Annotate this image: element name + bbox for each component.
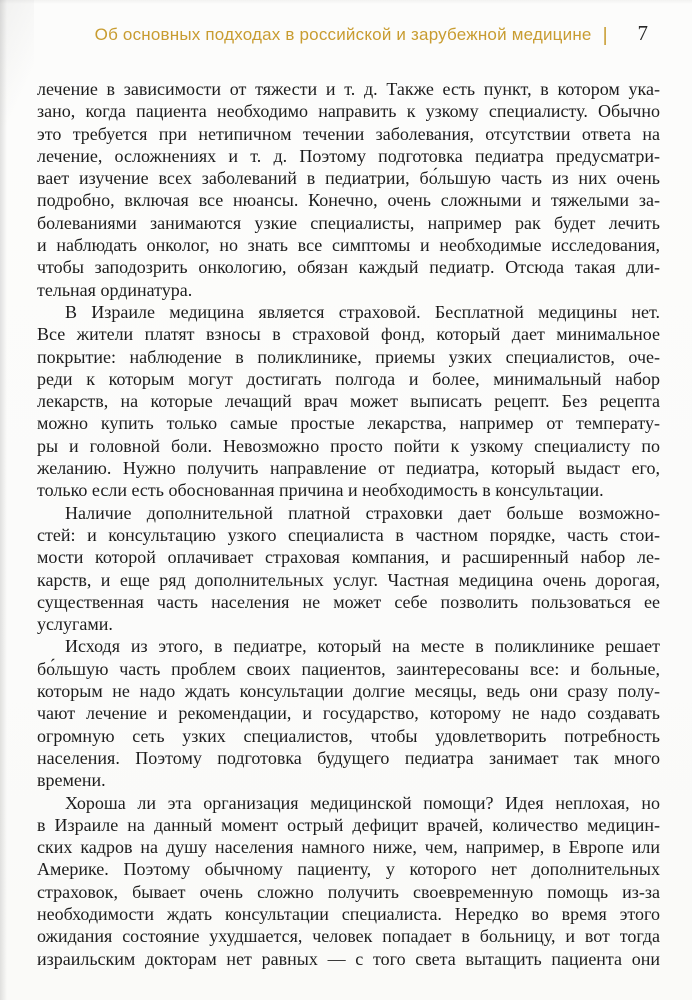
text-line: зано, когда пациента необходимо направить к узкому специалисту. Обычно: [37, 101, 660, 122]
text-line: желанию. Нужно получить направление от педиатра, который выдаст его,: [37, 458, 660, 479]
paragraph: [37, 301, 660, 502]
text-line: можно купить только самые простые лекарства, например от температу-: [37, 413, 660, 434]
text-line: бо́льшую часть проблем своих пациентов, заинтересованы все: и больные,: [37, 658, 660, 679]
header-separator-bar: |: [602, 25, 608, 46]
text-line: покрытие: наблюдение в поликлинике, приемы узких специалистов, оче-: [37, 346, 660, 367]
scan-corner-shadow: [0, 0, 34, 130]
text-line: лечение в зависимости от тяжести и т. д. Также есть пункт, в котором ука-: [37, 79, 660, 99]
text-line: лекарств, на которые лечащий врач может выписать рецепт. Без рецепта: [37, 391, 660, 412]
text-line: В Израиле медицина является страховой. Бесплатной медицины нет.: [65, 301, 660, 322]
text-line: лечение, осложнениях и т. д. Поэтому подготовка педиатра предусматри-: [37, 145, 660, 166]
text-line: которым не надо ждать консультации долгие месяцы, ведь они сразу полу-: [37, 681, 660, 702]
running-header: [37, 21, 660, 47]
text-line: Наличие дополнительной платной страховки дает больше возможно-: [65, 502, 660, 523]
running-header-title: Об основных подходах в российской и зарубежной медицине: [94, 25, 592, 44]
text-line: вает изучение всех заболеваний в педиатрии, бо́льшую часть из них очень: [37, 168, 660, 189]
paragraph: [37, 78, 660, 301]
text-line: огромную сеть узких специалистов, чтобы удовлетворить потребность: [37, 725, 660, 746]
text-line: подробно, включая все нюансы. Конечно, очень сложными и тяжелыми за-: [37, 190, 660, 211]
text-line: Исходя из этого, в педиатре, который на месте в поликлинике решает: [65, 636, 660, 657]
text-line: ожидания состояние ухудшается, человек попадает в больницу, и вот тогда: [37, 926, 660, 947]
paragraph: [37, 502, 660, 636]
text-line: населения. Поэтому подготовка будущего педиатра занимает так много: [37, 747, 660, 768]
text-line: Америке. Поэтому обычному пациенту, у которого нет дополнительных: [37, 859, 660, 880]
text-line: и наблюдать онколог, но знать все симптомы и необходимые исследования,: [37, 235, 660, 256]
paragraph: [37, 635, 660, 791]
text-line: ры и головной боли. Невозможно просто пойти к узкому специалисту по: [37, 435, 660, 456]
text-line: реди к которым могут достигать полгода и более, минимальный набор: [37, 368, 660, 389]
text-line: стей: и консультацию узкого специалиста в частном порядке, часть стои-: [37, 524, 660, 545]
text-line: израильским докторам нет равных — с того света вытащить пациента они: [37, 948, 660, 969]
text-line: времени.: [37, 770, 106, 791]
text-line: существенная часть населения не может себе позволить пользоваться ее: [37, 591, 660, 612]
paragraph: [37, 792, 660, 970]
text-line: Все жители платят взносы в страховой фонд, который дает минимальное: [37, 324, 660, 345]
text-line: болеваниями занимаются узкие специалисты, например рак будет лечить: [37, 212, 660, 233]
page-number: 7: [637, 21, 648, 45]
text-line: мости которой оплачивает страховая компания, и расширенный набор ле-: [37, 547, 660, 568]
text-line: карств, и еще ряд дополнительных услуг. Частная медицина очень дорогая,: [37, 569, 660, 590]
text-line: чают лечение и рекомендации, и государство, которому не надо создавать: [37, 703, 660, 724]
text-line: только если есть обоснованная причина и необходимость в консультации.: [37, 480, 604, 501]
text-line: необходимости ждать консультации специалиста. Нередко во время этого: [37, 903, 660, 924]
text-line: Хороша ли эта организация медицинской помощи? Идея неплохая, но: [65, 792, 660, 813]
text-line: страховок, бывает очень сложно получить своевременную помощь из-за: [37, 881, 660, 902]
text-line: в Израиле на данный момент острый дефицит врачей, количество медицин-: [37, 814, 660, 835]
text-line: это требуется при нетипичном течении заболевания, отсутствии ответа на: [37, 123, 660, 144]
text-line: услугами.: [37, 614, 113, 635]
text-line: тельная ординатура.: [37, 279, 193, 300]
page-body-text: [37, 78, 660, 970]
text-line: ских кадров на душу населения намного ниже, чем, например, в Европе или: [37, 837, 660, 858]
text-line: чтобы заподозрить онкологию, обязан каждый педиатр. Отсюда такая дли-: [37, 257, 660, 278]
